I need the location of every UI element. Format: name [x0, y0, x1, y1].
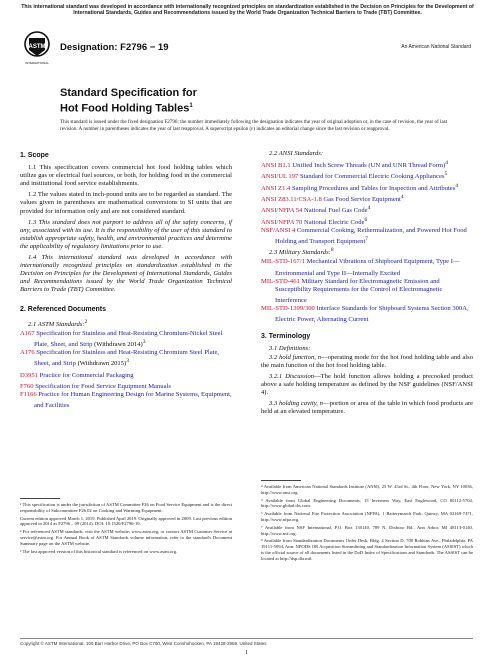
reference-footnote-mark: 4: [455, 182, 459, 189]
reference-item[interactable]: [20, 380, 232, 391]
copyright-line: Copyright © ASTM International, 100 Barr Harbor Drive, PO Box C700, West Conshohocken, PA 19428-2959. United States: [20, 638, 473, 646]
section-heading-scope: 1. Scope: [20, 152, 49, 159]
title-line-1: Standard Specification for: [60, 87, 197, 99]
paragraph-3-3: 3.3 holding cavity, n—portion or area of the table in which food products are held at an elevated temperature.: [261, 400, 473, 416]
reference-title[interactable]: National Electric Code: [302, 218, 365, 226]
reference-footnote-mark: 4: [445, 160, 448, 167]
reference-title[interactable]: Commercial Cooking, Rethermalization, and Powered Hot Food Holding and Transport Equipment: [275, 226, 467, 246]
reference-item[interactable]: [261, 170, 473, 181]
reference-title[interactable]: Specification for Stainless and Heat-Resisting Chromium Steel Plate, Sheet, and Strip: [34, 349, 220, 368]
reference-item[interactable]: [261, 216, 473, 227]
reference-code[interactable]: MIL-STD-167/1: [261, 258, 305, 266]
reference-note: (Withdrawn 2014): [92, 341, 143, 349]
reference-title[interactable]: Practice for Commercial Packaging: [37, 371, 134, 379]
document-title: [60, 87, 197, 116]
paragraph-1-1: 1.1 This specification covers commercial hot food holding tables which utilize gas or electrical fuel sources, or both, for holding food in the commercial and institutional food service establishments.: [20, 164, 232, 188]
ansi-standards-label: 2.2 ANSI Standards:: [269, 150, 324, 157]
military-reference-list: [261, 258, 473, 324]
reference-footnote-mark: 6: [364, 216, 368, 223]
astm-standards-label: 2.1 ASTM Standards:$^2$: [28, 318, 88, 328]
paragraph-1-3: 1.3 This standard does not purport to address all of the safety concerns, if any, associated with its use. It is the responsibility of the user of this standard to establish appropriate safety, health, and environmental practices and determine the applicability of regulatory limitations prior to use.: [20, 218, 232, 250]
reference-code[interactable]: ANSI/NFPA 70: [261, 218, 303, 226]
section-heading-terminology: 3. Terminology: [261, 332, 311, 340]
footnote: ⁶ Available from National Fire Protection Association (NFPA), 1 Batterymarch Park, Quincy, MA 02169-7471, http://www.nfpa.org.: [261, 511, 473, 522]
footnote: ⁷ Available from NSF International, P.O. Box 130140, 789 N. Dixboro Rd., Ann Arbor, MI 48113-0140, http://www.nsf.org.: [261, 524, 473, 536]
reference-footnote-mark: 3: [142, 338, 146, 345]
footnote: ³ The last approved version of this historical standard is referenced on www.astm.org.: [20, 548, 178, 554]
footnotes-left: [20, 502, 232, 556]
reference-title[interactable]: Specification for Stainless and Heat-Resisting Chromium-Nickel Steel Plate, Sheet, and Strip: [34, 329, 223, 349]
reference-item[interactable]: [261, 182, 473, 193]
reference-code[interactable]: ANSI Z83.11/CSA-1.8: [261, 196, 322, 204]
reference-title[interactable]: Unified Inch Screw Threads (UN and UNR Thread Form): [290, 162, 446, 170]
reference-item[interactable]: [261, 227, 473, 246]
reference-item[interactable]: [20, 330, 232, 349]
paragraph-3-2: 3.2 hold function, n—operating mode for the hot food holding table and also the main function of the hot food holding table.: [261, 353, 473, 369]
reference-item[interactable]: [20, 349, 232, 368]
reference-code[interactable]: ANSI/NFPA 54: [261, 207, 303, 215]
top-notice: This international standard was developed in accordance with internationally recognized principles on standardization established in the Decision on Principles for the Development of International Standards, Guides and Recommendations issued by the World Trade Organization Technical Barriers to Trade (TBT) Committee.: [21, 4, 474, 17]
astm-reference-list: [20, 330, 232, 411]
title-line-2: Hot Food Holding Tables$^1$: [60, 102, 193, 115]
reference-item[interactable]: [261, 278, 473, 305]
reference-code[interactable]: ANSI/UL 197: [261, 173, 299, 181]
right-column: [261, 150, 473, 420]
footnote-divider-left: [20, 498, 60, 499]
footnote: ¹ This specification is under the jurisdiction of ASTM Committee F26 on Food Service Equipment and is the direct responsibility of Subcommittee F26.02 on Cooking and Warming Equipment.: [20, 502, 232, 513]
page-number: 1: [245, 650, 248, 656]
reference-note: (Withdrawn 2015): [75, 360, 127, 368]
reference-footnote-mark: 3: [126, 358, 129, 365]
section-heading-referenced-documents: 2. Referenced Documents: [20, 305, 106, 313]
paragraph-1-2: 1.2 The values stated in inch-pound units are to be regarded as standard. The values given in parentheses are mathematical conversions to SI units that are provided for information only and are not considered standard.: [20, 191, 232, 215]
reference-code[interactable]: F760: [20, 383, 34, 391]
reference-title[interactable]: National Fuel Gas Code: [302, 207, 368, 215]
footnotes-right: [261, 484, 473, 564]
footnote: ⁸ Available from Standardization Documents Order Desk, Bldg. 4 Section D, 700 Robbins Ave., Philadelphia, PA 19111-5094, Attn: NPODS OR Acquisition Streamlining and Standardization Information System (ASSIST) which is the official source of all documents listed in the DoD Index of Specifications and Standards. The ASSIST can be located at http://dsp.dla.mil.: [261, 538, 473, 561]
reference-item[interactable]: [261, 305, 473, 324]
reference-footnote-mark: 4: [400, 193, 404, 200]
reference-title[interactable]: Military Standard for Electromagnetic Emission and Susceptibility Requirements for the Control of Electromagnetic Interference: [275, 277, 443, 305]
reference-code[interactable]: ANSI B1.1: [261, 162, 291, 170]
svg-text:INTERNATIONAL: INTERNATIONAL: [25, 61, 49, 65]
reference-item[interactable]: [261, 204, 473, 215]
reference-footnote-mark: 7: [365, 235, 369, 242]
reference-footnote-mark: 5: [444, 171, 448, 178]
footnote-divider-right: [261, 480, 301, 481]
military-standards-label: 2.3 Military Standards:$^8$: [269, 247, 334, 257]
reference-title[interactable]: Standard for Commercial Electric Cooking Appliances: [298, 173, 445, 181]
reference-code[interactable]: D3951: [20, 371, 38, 379]
footnote: ⁴ Available from American National Standards Institute (ANSI), 25 W. 43rd St., 4th Floor, New York, NY 10036, http://www.ansi.org.: [261, 484, 473, 495]
reference-item[interactable]: [261, 159, 473, 170]
footnote: ² For referenced ASTM standards, visit the ASTM website, www.astm.org, or contact ASTM Customer Service at service@astm.org. For Annual Book of ASTM Standards volume information, refer to the standard's Document Summary page on the ASTM website.: [20, 529, 232, 546]
reference-code[interactable]: ANSI Z1.4: [261, 184, 291, 192]
paragraph-1-4: 1.4 This international standard was developed in accordance with internationally recognized principles on standardization established in the Decision on Principles for the Development of International Standards, Guides and Recommendations issued by the World Trade Organization Technical Barriers to Trade (TBT) Committee.: [20, 254, 232, 294]
reference-code[interactable]: F1166: [20, 391, 37, 399]
definitions-label: 3.1 Definitions:: [269, 344, 311, 352]
reference-title[interactable]: Practice for Human Engineering Design for Marine Systems, Equipment, and Facilities: [34, 391, 232, 410]
issuance-note: This standard is issued under the fixed designation F2796; the number immediately following the designation indicates the year of original adoption or, in the case of revision, the year of last revision. A number in parentheses indicates the year of last reapproval. A superscript epsilon (ε) indicates an editorial change since the last revision or reapproval.: [60, 119, 448, 132]
footnote: Current edition approved March 1, 2019. Published April 2019. Originally approved in 2009. Last previous edition approved in 2014 as F2796 – 09 (2014). DOI: 10.1520/F2796-19.: [20, 515, 232, 527]
ansi-reference-list: [261, 159, 473, 246]
reference-item[interactable]: [261, 258, 473, 277]
left-column: [20, 150, 232, 411]
reference-item[interactable]: [261, 193, 473, 204]
reference-item[interactable]: [20, 391, 232, 410]
reference-title[interactable]: Gas Food Service Equipment: [321, 196, 401, 204]
designation: Designation: F2796 − 19: [60, 42, 169, 53]
svg-text:ASTM: ASTM: [28, 44, 46, 50]
reference-code[interactable]: MIL-STD-1399/300: [261, 305, 315, 313]
footnote: ⁵ Available from Global Engineering Documents, 15 Inverness Way, East Englewood, CO 80112-5704, http://www.global.ihs.com.: [261, 497, 473, 509]
reference-title[interactable]: Specification for Food Service Equipment Manuals: [33, 383, 171, 391]
reference-title[interactable]: Sampling Procedures and Tables for Inspection and Attributes: [290, 184, 456, 192]
reference-title[interactable]: Interface Standards for Shipboard Systems Section 300A, Electric Power, Alternating Current: [275, 305, 469, 324]
reference-footnote-mark: 4: [367, 205, 371, 212]
reference-item[interactable]: [20, 369, 232, 380]
paragraph-3-2-1: 3.2.1 Discussion—The hold function allows holding a precooked product above a safe holding temperature as defined by the NSF guidelines (NSF/ANSI 4).: [261, 373, 473, 397]
reference-title[interactable]: Mechanical Vibrations of Shipboard Equipment, Type I—Environmental and Type II—Internally Excited: [275, 258, 460, 277]
reference-code[interactable]: A176: [20, 349, 35, 357]
american-national-standard-label: An American National Standard: [401, 44, 471, 50]
astm-logo-icon: [22, 30, 52, 68]
reference-code[interactable]: MIL-STD-461: [261, 277, 300, 285]
reference-code[interactable]: A167: [20, 329, 35, 337]
reference-code[interactable]: NSF/ANSI 4: [261, 226, 296, 234]
